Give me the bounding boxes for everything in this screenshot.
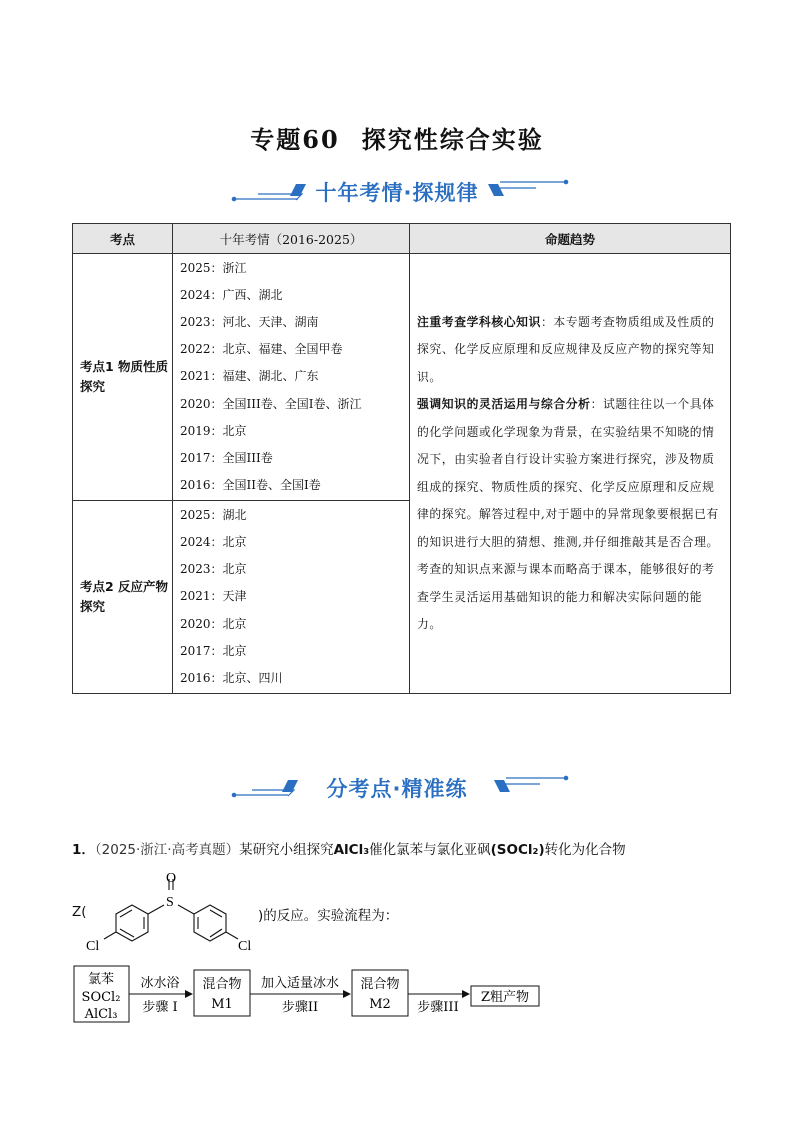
compound-z-prefix: Z( xyxy=(72,904,87,920)
year-item: 2017：全国III卷 xyxy=(180,450,273,465)
year-item: 2024：广西、湖北 xyxy=(180,287,283,302)
years-cell-1 xyxy=(173,254,410,501)
compound-z-suffix: )的反应。实验流程为： xyxy=(258,908,399,924)
formula-alcl3: AlCl₃ xyxy=(333,842,370,858)
trend-heading-1: 注重考查学科核心知识 xyxy=(417,314,541,329)
year-item: 2021：福建、湖北、广东 xyxy=(180,369,319,384)
title-name: 探究性综合实验 xyxy=(361,125,544,154)
flow-start-line3: AlCl₃ xyxy=(84,1007,118,1022)
year-item: 2020：北京 xyxy=(180,616,247,631)
years-cell-2 xyxy=(173,501,410,694)
flow-end-label: Z粗产物 xyxy=(480,990,530,1005)
flow-arrow2-bottom: 步骤II xyxy=(281,1000,319,1015)
flow-arrow2-top: 加入适量冰水 xyxy=(260,976,340,991)
flow-arrow3-bottom: 步骤III xyxy=(417,1000,459,1015)
trend-paragraph-2 xyxy=(417,391,724,639)
atom-cl-right: Cl xyxy=(238,939,252,954)
trend-text-2: ：试题往往以一个具体的化学问题或化学现象为背景，在实验结果不知晓的情况下，由实验者自行设计实验方案进行探究，涉及物质组成的探究、物质性质的探究、化学反应原理和反应规律的探究。解答过程中,对于题中的异常现象要根据已有的知识进行大胆的猜想、推测,并仔细推敲其是否合理。考查的知识点来源与课本而略高于课本，能够很好的考查学生灵活运用基础知识的能力和解决实际问题的能力。 xyxy=(417,397,719,631)
flow-box1-line2: M1 xyxy=(211,997,233,1012)
formula-socl2: (SOCl₂) xyxy=(490,842,545,858)
section-banner-practice: 分考点·精准练 xyxy=(326,777,468,801)
question-1-stem xyxy=(72,838,752,858)
topic-cell-1: 考点1 物质性质探究 xyxy=(73,254,173,501)
trend-cell xyxy=(410,254,731,694)
trend-paragraph-1 xyxy=(417,309,724,392)
header-years: 十年考情（2016-2025） xyxy=(173,224,410,254)
year-item: 2016：北京、四川 xyxy=(180,670,283,685)
trend-text-1: ：本专题考查物质组成及性质的探究、化学反应原理和反应规律及反应产物的探究等知识。 xyxy=(417,314,715,384)
question-text-b: 催化氯苯与氯化亚砜 xyxy=(369,842,491,858)
year-item: 2025：浙江 xyxy=(180,260,247,275)
year-item: 2020：全国III卷、全国I卷、浙江 xyxy=(180,396,362,411)
question-source: （2025·浙江·高考真题） xyxy=(94,842,240,858)
year-item: 2019：北京 xyxy=(180,423,247,438)
year-item: 2022：北京、福建、全国甲卷 xyxy=(180,342,343,357)
exam-history-table xyxy=(72,223,731,694)
flow-arrow1-top: 冰水浴 xyxy=(140,976,180,991)
flow-arrow1-bottom: 步骤 I xyxy=(142,1000,178,1015)
flow-start-line1: 氯苯 xyxy=(87,972,115,987)
year-item: 2025：湖北 xyxy=(180,507,247,522)
flow-box2-line1: 混合物 xyxy=(360,977,400,992)
year-item: 2023：北京 xyxy=(180,562,247,577)
topic-cell-2: 考点2 反应产物探究 xyxy=(73,501,173,694)
flow-box1-line1: 混合物 xyxy=(202,977,242,992)
section-banner-history: 十年考情·探规律 xyxy=(315,181,479,205)
experiment-flowchart xyxy=(70,960,630,1030)
year-item: 2021：天津 xyxy=(180,589,247,604)
question-text-c: 转化为化合物 xyxy=(544,842,626,858)
year-item: 2024：北京 xyxy=(180,535,247,550)
question-text-a: 某研究小组探究 xyxy=(239,842,334,858)
flow-box2-line2: M2 xyxy=(369,997,391,1012)
title-topic: 专题60 xyxy=(250,125,340,154)
year-item: 2016：全国II卷、全国I卷 xyxy=(180,478,321,493)
question-number: 1． xyxy=(72,842,95,858)
year-item: 2023：河北、天津、湖南 xyxy=(180,315,319,330)
table-header-row xyxy=(73,224,731,254)
atom-oxygen: O xyxy=(166,871,177,886)
trend-heading-2: 强调知识的灵活运用与综合分析 xyxy=(417,397,591,411)
year-item: 2017：北京 xyxy=(180,643,247,658)
header-trend: 命题趋势 xyxy=(410,224,731,254)
page-title xyxy=(0,120,794,155)
atom-cl-left: Cl xyxy=(86,939,100,954)
atom-sulfur: S xyxy=(166,895,174,910)
compound-z-structure xyxy=(82,862,262,956)
table-row xyxy=(73,254,731,501)
header-topic: 考点 xyxy=(73,224,173,254)
flow-start-line2: SOCl₂ xyxy=(81,990,121,1005)
